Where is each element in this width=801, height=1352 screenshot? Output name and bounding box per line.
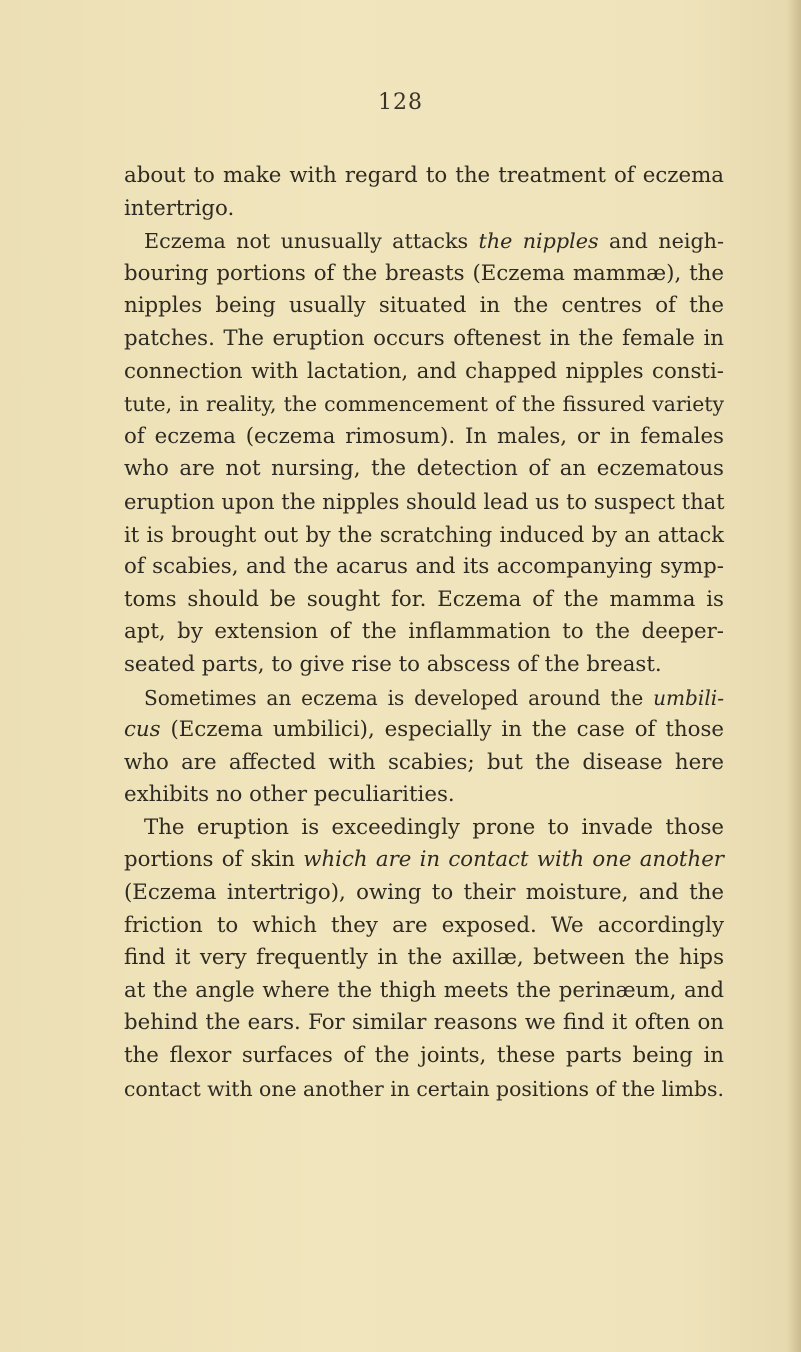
- text-run: seated parts, to give rise to abscess of the breast.: [124, 651, 662, 677]
- text-line: [124, 519, 724, 552]
- text-run: and neigh-: [598, 229, 724, 254]
- text-run: the flexor surfaces of the joints, these parts being in: [124, 1043, 724, 1069]
- text-run: nipples being usually situated in the centres of the: [124, 293, 724, 319]
- text-run: eruption upon the nipples should lead us to suspect that: [124, 489, 725, 514]
- text-line: [124, 290, 724, 323]
- text-line: [124, 844, 724, 877]
- text-line: [124, 747, 724, 780]
- text-line: [124, 421, 724, 454]
- text-line: [124, 616, 724, 649]
- body-text: [124, 160, 724, 1105]
- text-run: of eczema (eczema rimosum). In males, or in females: [124, 423, 724, 449]
- text-line: [124, 453, 724, 486]
- text-line: [124, 812, 724, 845]
- text-run: about to make with regard to the treatment of eczema: [124, 163, 724, 188]
- text-run: exhibits no other peculiarities.: [124, 782, 455, 808]
- text-line: [124, 649, 724, 682]
- text-run: portions of skin: [124, 847, 304, 873]
- text-run: behind the ears. For similar reasons we find it often on: [124, 1010, 724, 1036]
- text-run: find it very frequently in the axillæ, between the hips: [124, 945, 724, 971]
- text-line: [124, 910, 724, 943]
- text-run: who are not nursing, the detection of an eczematous: [124, 456, 724, 482]
- text-run: Sometimes an eczema is developed around the: [144, 685, 654, 710]
- text-line: [124, 584, 724, 617]
- text-line: [124, 258, 724, 291]
- text-run: (Eczema intertrigo), owing to their moisture, and the: [124, 880, 724, 906]
- italic-text: cus: [124, 717, 161, 743]
- italic-text: which are in contact with one another: [303, 847, 724, 873]
- text-run: patches. The eruption occurs oftenest in the female in: [124, 325, 724, 351]
- text-line: [124, 682, 724, 715]
- italic-text: umbili-: [653, 685, 724, 710]
- text-run: apt, by extension of the inflammation to the deeper-: [124, 619, 724, 645]
- text-line: [124, 388, 724, 421]
- text-run: who are affected with scabies; but the disease here: [124, 749, 724, 775]
- text-run: tute, in reality, the commencement of the fissured variety: [124, 392, 724, 417]
- text-line: [124, 942, 724, 975]
- text-line: [124, 551, 724, 584]
- text-run: at the angle where the thigh meets the perinæum, and: [124, 977, 724, 1003]
- text-run: friction to which they are exposed. We accordingly: [124, 912, 724, 938]
- text-line: [124, 1040, 724, 1073]
- text-run: of scabies, and the acarus and its accompanying symp-: [124, 554, 724, 580]
- text-line: [124, 975, 724, 1008]
- text-run: it is brought out by the scratching induced by an attack: [124, 522, 724, 547]
- text-line: [124, 225, 724, 258]
- text-line: [124, 193, 724, 226]
- page-number: 128: [378, 90, 423, 115]
- text-run: The eruption is exceedingly prone to invade those: [144, 814, 724, 840]
- text-line: [124, 160, 724, 193]
- text-run: bouring portions of the breasts (Eczema mammæ), the: [124, 260, 724, 286]
- text-run: Eczema not unusually attacks: [144, 229, 479, 254]
- text-line: [124, 779, 724, 812]
- text-run: toms should be sought for. Eczema of the mamma is: [124, 586, 724, 612]
- text-run: connection with lactation, and chapped nipples consti-: [124, 358, 724, 384]
- text-run: contact with one another in certain positions of the limbs.: [124, 1076, 725, 1101]
- page-edge-shadow: [787, 0, 801, 1352]
- text-run: (Eczema umbilici), especially in the case of those: [160, 717, 724, 743]
- text-line: [124, 1073, 724, 1106]
- text-line: [124, 714, 724, 747]
- italic-text: the nipples: [478, 229, 599, 254]
- text-line: [124, 1007, 724, 1040]
- text-run: intertrigo.: [124, 195, 235, 221]
- text-line: [124, 323, 724, 356]
- text-line: [124, 877, 724, 910]
- text-line: [124, 356, 724, 389]
- text-line: [124, 486, 724, 519]
